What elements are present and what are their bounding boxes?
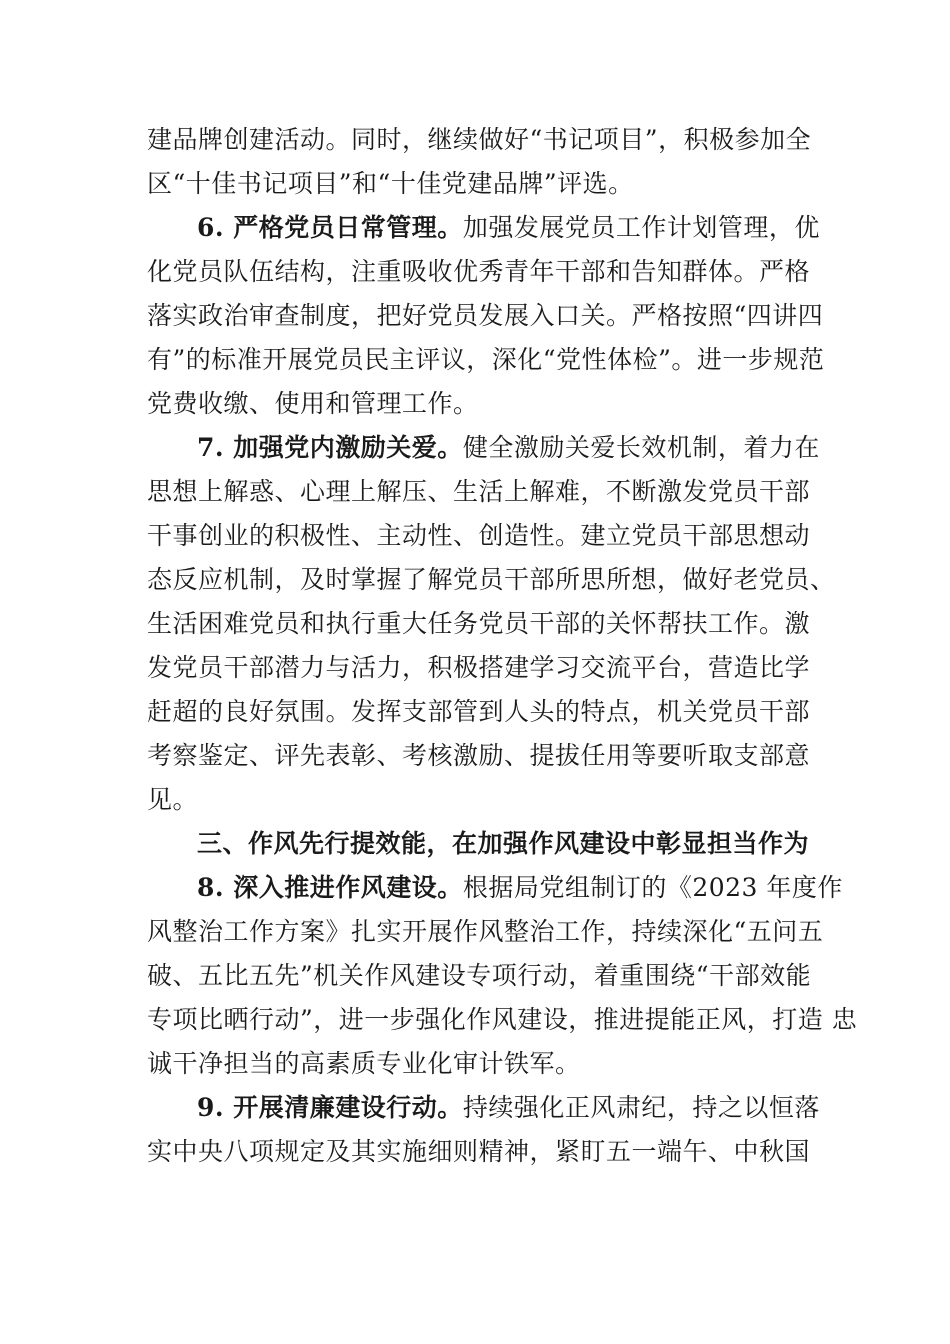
text-line: 专项比晒行动”，进一步强化作风建设，推进提能正风，打造 忠 bbox=[147, 1005, 858, 1034]
text-line: 风整治工作方案》扎实开展作风整治工作，持续深化“五问五 bbox=[147, 917, 824, 946]
text-line: 赶超的良好氛围。发挥支部管到人头的特点，机关党员干部 bbox=[147, 697, 811, 726]
text-line: 生活困难党员和执行重大任务党员干部的关怀帮扶工作。激 bbox=[147, 609, 811, 638]
text-line: 破、五比五先”机关作风建设专项行动，着重围绕“干部效能 bbox=[147, 961, 812, 990]
text-line: 有”的标准开展党员民主评议，深化“党性体检”。进一步规范 bbox=[147, 345, 825, 374]
text-line: 诚干净担当的高素质专业化审计铁军。 bbox=[147, 1049, 581, 1078]
text-line bbox=[147, 206, 820, 250]
paragraph-lead: 7. 加强党内激励关爱。 bbox=[197, 433, 463, 462]
section-heading-3 bbox=[147, 822, 810, 866]
text-line: 党费收缴、使用和管理工作。 bbox=[147, 389, 479, 418]
text-line: 区“十佳书记项目”和“十佳党建品牌”评选。 bbox=[147, 169, 634, 198]
text-line: 思想上解惑、心理上解压、生活上解难，不断激发党员干部 bbox=[147, 477, 811, 506]
text-run: 加强发展党员工作计划管理，优 bbox=[462, 213, 820, 242]
paragraph-6 bbox=[147, 206, 825, 426]
paragraph-lead: 8. 深入推进作风建设。 bbox=[197, 873, 463, 902]
text-line: 建品牌创建活动。同时，继续做好“书记项目”，积极参加全 bbox=[147, 125, 812, 154]
section-heading: 三、作风先行提效能，在加强作风建设中彰显担当作为 bbox=[197, 829, 810, 858]
text-line: 化党员队伍结构，注重吸收优秀青年干部和告知群体。严格 bbox=[147, 257, 811, 286]
paragraph-7 bbox=[147, 426, 836, 822]
text-line: 落实政治审查制度，把好党员发展入口关。严格按照“四讲四 bbox=[147, 301, 824, 330]
text-line: 态反应机制，及时掌握了解党员干部所思所想，做好老党员、 bbox=[147, 565, 836, 594]
paragraph-carryover bbox=[147, 118, 812, 206]
text-run: 根据局党组制订的《2023 年度作 bbox=[462, 873, 843, 902]
paragraph-9 bbox=[147, 1086, 820, 1174]
text-line: 干事创业的积极性、主动性、创造性。建立党员干部思想动 bbox=[147, 521, 811, 550]
document-body bbox=[147, 118, 858, 1174]
text-run: 健全激励关爱长效机制，着力在 bbox=[462, 433, 820, 462]
text-line: 实中央八项规定及其实施细则精神，紧盯五一端午、中秋国 bbox=[147, 1137, 811, 1166]
text-run: 持续强化正风肃纪，持之以恒落 bbox=[462, 1093, 820, 1122]
text-line: 见。 bbox=[147, 785, 199, 814]
paragraph-8 bbox=[147, 866, 858, 1086]
text-line: 考察鉴定、评先表彰、考核激励、提拔任用等要听取支部意 bbox=[147, 741, 811, 770]
paragraph-lead: 9. 开展清廉建设行动。 bbox=[197, 1093, 463, 1122]
text-line bbox=[147, 1086, 820, 1130]
paragraph-lead: 6. 严格党员日常管理。 bbox=[197, 213, 463, 242]
text-line: 发党员干部潜力与活力，积极搭建学习交流平台，营造比学 bbox=[147, 653, 811, 682]
text-line bbox=[147, 426, 820, 470]
text-line bbox=[147, 866, 843, 910]
